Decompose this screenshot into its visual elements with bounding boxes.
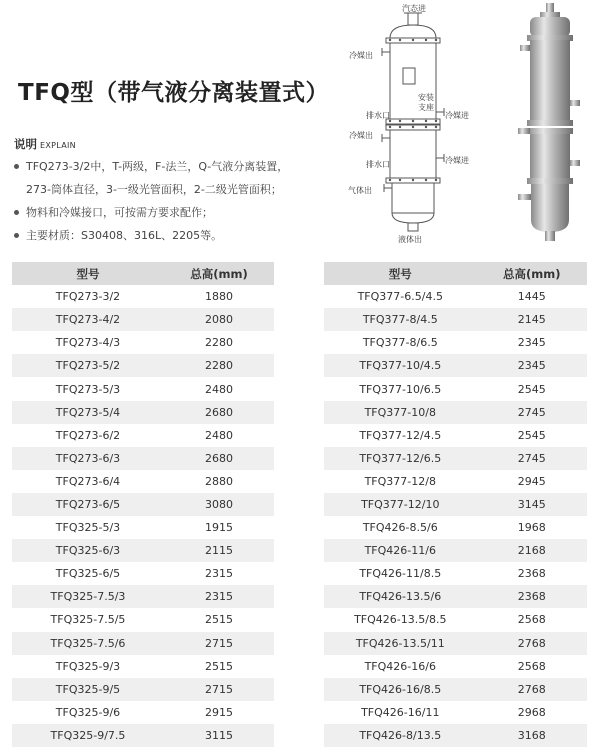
table-row bbox=[324, 585, 587, 608]
cell-height: 2568 bbox=[517, 659, 546, 673]
label-gas-out: 气体出 bbox=[348, 186, 372, 195]
cell-height: 2745 bbox=[477, 447, 587, 470]
table-row bbox=[12, 632, 274, 655]
cell-model: TFQ273-6/4 bbox=[55, 474, 121, 488]
explain-label-en: EXPLAIN bbox=[40, 141, 76, 150]
bottom-dome bbox=[392, 213, 434, 223]
table-row bbox=[324, 447, 587, 470]
table-row bbox=[12, 585, 274, 608]
table-row bbox=[12, 608, 274, 631]
explain-label-cn: 说明 bbox=[14, 137, 37, 151]
bullet-dot-icon bbox=[14, 233, 19, 238]
cell-model: TFQ377-6.5/4.5 bbox=[357, 290, 443, 304]
cell-height: 2715 bbox=[164, 632, 274, 655]
cell-height: 2345 bbox=[477, 354, 587, 377]
cell-model: TFQ377-10/6.5 bbox=[359, 382, 442, 396]
table-row bbox=[12, 678, 274, 701]
separator-schematic-diagram bbox=[340, 0, 500, 250]
top-dome bbox=[390, 25, 436, 38]
label-coolant-out-top: 冷媒出 bbox=[349, 51, 373, 60]
spec-table-right bbox=[324, 262, 587, 747]
table-row bbox=[12, 655, 274, 678]
mount-window bbox=[403, 68, 415, 84]
middle-shell bbox=[390, 130, 436, 178]
product-photo bbox=[500, 0, 600, 250]
cell-model: TFQ426-11/8.5 bbox=[359, 567, 442, 581]
cell-height: 2515 bbox=[204, 613, 233, 627]
label-mount-1: 安装 bbox=[418, 93, 434, 102]
table-row bbox=[324, 308, 587, 331]
cell-model: TFQ325-9/5 bbox=[12, 678, 164, 701]
table-row bbox=[324, 424, 587, 447]
table-row bbox=[12, 562, 274, 585]
cell-height: 3080 bbox=[164, 493, 274, 516]
label-liquid-out: 液体出 bbox=[398, 235, 422, 244]
list-item-text: 273-筒体直径，3-一级光管面积，2-二级光管面积； bbox=[26, 183, 282, 196]
label-drain: 排水口 bbox=[366, 111, 390, 120]
cell-height: 2480 bbox=[204, 382, 233, 396]
table-row bbox=[324, 539, 587, 562]
spec-table-left bbox=[12, 262, 274, 747]
label-mount-2: 支座 bbox=[418, 103, 434, 112]
table-row bbox=[12, 354, 274, 377]
cell-model: TFQ426-8/13.5 bbox=[324, 724, 477, 747]
cell-height: 2480 bbox=[204, 428, 233, 442]
column-header-height: 总高(mm) bbox=[477, 262, 587, 285]
cell-model: TFQ377-12/4.5 bbox=[359, 428, 442, 442]
cell-height: 2280 bbox=[204, 336, 233, 350]
table-row bbox=[12, 701, 274, 724]
cell-model: TFQ273-6/5 bbox=[12, 493, 164, 516]
page-title: TFQ型（带气液分离装置式） bbox=[18, 80, 329, 106]
table-row bbox=[324, 632, 587, 655]
cell-model: TFQ426-11/6 bbox=[324, 539, 477, 562]
cell-model: TFQ426-13.5/11 bbox=[324, 632, 477, 655]
cell-height: 2368 bbox=[517, 567, 546, 581]
table-row bbox=[12, 424, 274, 447]
cell-height: 2368 bbox=[477, 585, 587, 608]
column-header-model: 型号 bbox=[324, 262, 477, 285]
label-drain-2: 排水口 bbox=[366, 160, 390, 169]
cell-height: 2315 bbox=[164, 585, 274, 608]
table-row bbox=[12, 724, 274, 747]
list-item-text: TFQ273-3/2中，T-两级，F-法兰，Q-气液分离装置， bbox=[26, 160, 289, 173]
cell-model: TFQ426-13.5/8.5 bbox=[354, 613, 447, 627]
column-header-model: 型号 bbox=[12, 262, 164, 285]
cell-height: 2680 bbox=[164, 447, 274, 470]
cell-height: 2568 bbox=[517, 613, 546, 627]
cell-model: TFQ325-9/6 bbox=[55, 705, 121, 719]
cell-model: TFQ426-16/8.5 bbox=[324, 678, 477, 701]
table-row bbox=[324, 354, 587, 377]
bullet-dot-icon bbox=[14, 210, 19, 215]
cell-height: 2515 bbox=[204, 659, 233, 673]
cell-height: 2880 bbox=[204, 474, 233, 488]
table-row bbox=[324, 701, 587, 724]
cell-model: TFQ325-7.5/3 bbox=[12, 585, 164, 608]
table-row bbox=[12, 377, 274, 400]
cell-height: 1445 bbox=[517, 290, 546, 304]
cell-model: TFQ273-3/2 bbox=[55, 290, 121, 304]
table-row bbox=[324, 493, 587, 516]
cell-height: 1968 bbox=[517, 521, 546, 535]
list-item-continuation bbox=[12, 178, 342, 201]
cell-model: TFQ273-5/2 bbox=[12, 354, 164, 377]
table-row bbox=[324, 562, 587, 585]
label-coolant-out-mid: 冷媒出 bbox=[349, 131, 373, 140]
cell-height: 2768 bbox=[477, 632, 587, 655]
table-row bbox=[324, 470, 587, 493]
table-row bbox=[12, 470, 274, 493]
table-row bbox=[324, 401, 587, 424]
table-row bbox=[12, 516, 274, 539]
table-row bbox=[324, 655, 587, 678]
list-item bbox=[12, 224, 342, 247]
table-row bbox=[12, 308, 274, 331]
table-row bbox=[12, 493, 274, 516]
table-row bbox=[12, 401, 274, 424]
column-header-height: 总高(mm) bbox=[164, 262, 274, 285]
cell-height: 2115 bbox=[164, 539, 274, 562]
explain-list bbox=[12, 155, 342, 247]
table-row bbox=[324, 724, 587, 747]
liquid-outlet-nozzle bbox=[408, 223, 418, 231]
cell-model: TFQ273-5/3 bbox=[55, 382, 121, 396]
cell-model: TFQ273-5/4 bbox=[12, 401, 164, 424]
cell-model: TFQ377-8/4.5 bbox=[324, 308, 477, 331]
cell-height: 2745 bbox=[477, 401, 587, 424]
cell-model: TFQ273-4/2 bbox=[12, 308, 164, 331]
label-coolant-in-top: 冷媒进 bbox=[445, 111, 469, 120]
cell-height: 2945 bbox=[517, 474, 546, 488]
table-row bbox=[324, 377, 587, 400]
cell-height: 2768 bbox=[477, 678, 587, 701]
table-header-row bbox=[324, 262, 587, 285]
cell-height: 2715 bbox=[164, 678, 274, 701]
list-item-text: 物料和冷媒接口，可按需方要求配作； bbox=[26, 206, 213, 219]
table-row bbox=[324, 285, 587, 308]
cell-model: TFQ325-6/5 bbox=[55, 567, 121, 581]
table-row bbox=[12, 539, 274, 562]
table-row bbox=[12, 331, 274, 354]
label-steam-in: 汽态进 bbox=[402, 4, 426, 13]
cell-model: TFQ325-6/3 bbox=[12, 539, 164, 562]
cell-model: TFQ273-4/3 bbox=[55, 336, 121, 350]
cell-model: TFQ273-6/2 bbox=[55, 428, 121, 442]
cell-height: 3115 bbox=[164, 724, 274, 747]
cell-model: TFQ426-8.5/6 bbox=[362, 521, 438, 535]
cell-model: TFQ377-12/8 bbox=[364, 474, 436, 488]
table-row bbox=[324, 608, 587, 631]
cell-height: 2280 bbox=[164, 354, 274, 377]
cell-height: 2545 bbox=[517, 382, 546, 396]
cell-height: 3168 bbox=[477, 724, 587, 747]
table-row bbox=[12, 285, 274, 308]
cell-model: TFQ377-10/8 bbox=[324, 401, 477, 424]
cell-height: 2080 bbox=[164, 308, 274, 331]
cell-height: 1880 bbox=[204, 290, 233, 304]
cell-height: 2915 bbox=[204, 705, 233, 719]
cell-model: TFQ273-6/3 bbox=[12, 447, 164, 470]
cell-model: TFQ325-7.5/5 bbox=[50, 613, 126, 627]
cell-height: 2968 bbox=[517, 705, 546, 719]
cell-model: TFQ426-16/11 bbox=[361, 705, 440, 719]
table-row bbox=[324, 331, 587, 354]
cell-model: TFQ377-10/4.5 bbox=[324, 354, 477, 377]
list-item bbox=[12, 201, 342, 224]
table-row bbox=[324, 678, 587, 701]
cell-model: TFQ325-9/3 bbox=[55, 659, 121, 673]
cell-height: 2545 bbox=[517, 428, 546, 442]
lower-shell bbox=[392, 183, 434, 213]
cell-model: TFQ377-12/10 bbox=[324, 493, 477, 516]
cell-height: 2680 bbox=[164, 401, 274, 424]
list-item-text: 主要材质：S30408、316L、2205等。 bbox=[26, 229, 223, 242]
cell-height: 2345 bbox=[517, 336, 546, 350]
cell-height: 2145 bbox=[477, 308, 587, 331]
explain-heading bbox=[14, 136, 76, 152]
steam-inlet-nozzle bbox=[408, 13, 418, 25]
cell-model: TFQ325-5/3 bbox=[55, 521, 121, 535]
table-row bbox=[324, 516, 587, 539]
cell-height: 2315 bbox=[204, 567, 233, 581]
table-header-row bbox=[12, 262, 274, 285]
table-row bbox=[12, 447, 274, 470]
cell-height: 3145 bbox=[477, 493, 587, 516]
cell-model: TFQ325-9/7.5 bbox=[12, 724, 164, 747]
cell-height: 2168 bbox=[477, 539, 587, 562]
cell-model: TFQ377-8/6.5 bbox=[362, 336, 438, 350]
cell-model: TFQ426-13.5/6 bbox=[324, 585, 477, 608]
cell-model: TFQ426-16/6 bbox=[364, 659, 436, 673]
list-item bbox=[12, 155, 342, 178]
cell-model: TFQ377-12/6.5 bbox=[324, 447, 477, 470]
label-coolant-in-mid: 冷媒进 bbox=[445, 156, 469, 165]
bullet-dot-icon bbox=[14, 164, 19, 169]
cell-height: 1915 bbox=[204, 521, 233, 535]
cell-model: TFQ325-7.5/6 bbox=[12, 632, 164, 655]
